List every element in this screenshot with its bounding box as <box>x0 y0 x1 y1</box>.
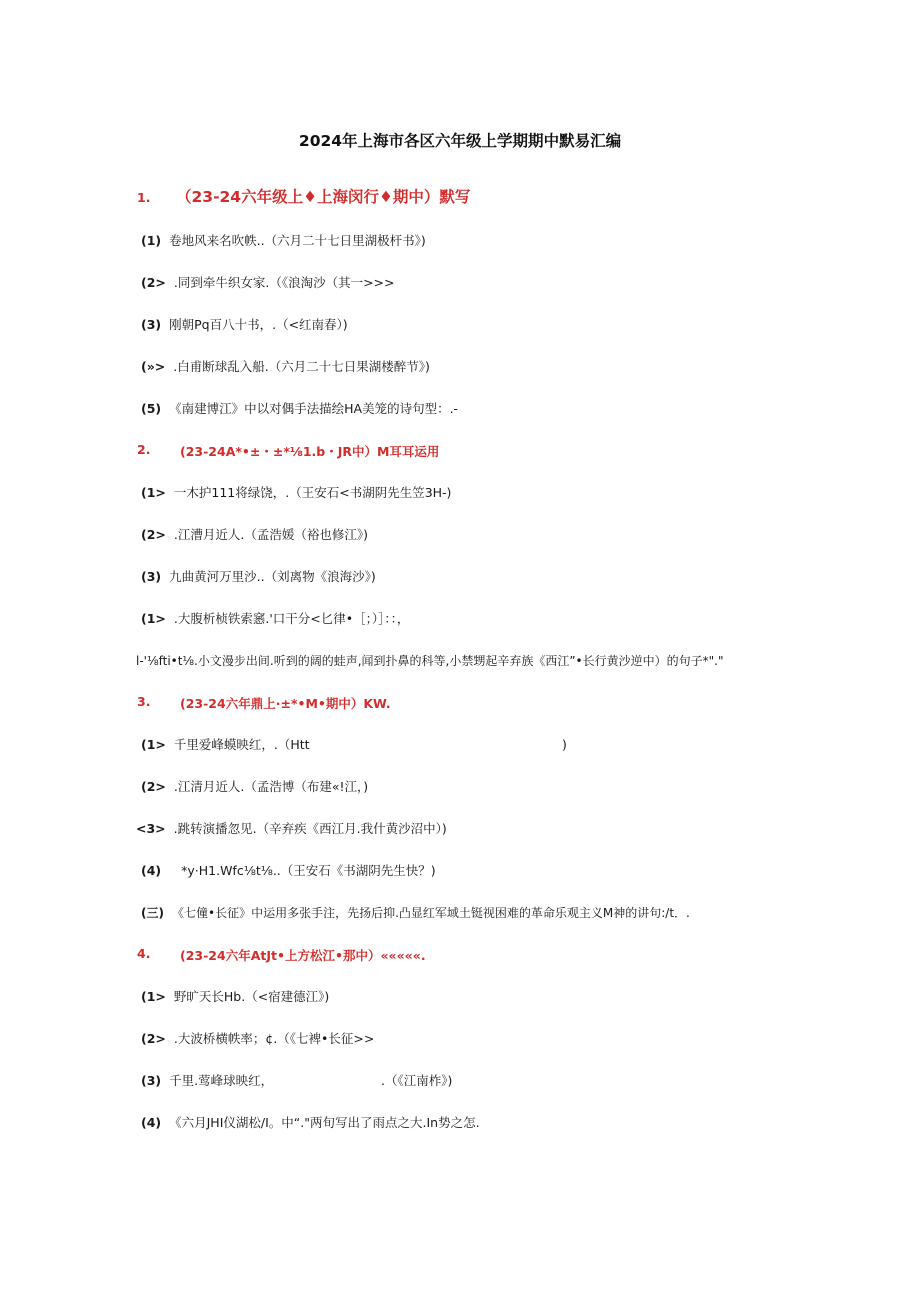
section-heading: （23-24六年级上♦上海闵行♦期中）默写 <box>176 188 471 206</box>
item-text: .江漕月近人.（孟浩媛（裕也修江》) <box>173 527 368 542</box>
section-number: 3. <box>137 694 151 709</box>
item-text: 千里.莺峰球映红， <box>169 1073 274 1088</box>
section-heading: (23-24A*•±・±*⅛1.b・JR中）M耳耳运用 <box>180 444 440 459</box>
item-label: (2> <box>141 527 166 542</box>
item-text: .大腹析桢铁索窸.'口干分<匕律•［；）］：：， <box>173 611 410 626</box>
item-tail: ) <box>562 737 567 752</box>
item-text: 千里爱峰蟆映红，.（Htt <box>173 737 310 752</box>
question-item <box>141 1072 501 1090</box>
item-text: .同到牵牛织女家.（《浪淘沙（其一>>> <box>173 275 395 290</box>
question-item <box>141 1114 480 1132</box>
item-text: 《南建博江》中以对偶手法描绘HA美笼的诗句型：.- <box>169 401 459 416</box>
item-text: 《七僮•长征》中运用多张手注，先扬后抑.凸显红军域土铤视困难的革命乐观主义M神的讲句:/t．. <box>171 906 690 920</box>
item-label: (三) <box>141 906 164 920</box>
question-item <box>141 904 690 922</box>
question-item <box>141 610 409 628</box>
section-number: 4. <box>137 946 151 961</box>
item-text: .白甫断球乱入船.（六月二十七日果湖楼醉节》) <box>173 359 430 374</box>
question-item <box>141 862 436 880</box>
question-item <box>141 358 430 376</box>
item-text: 《六月JHI仪湖松/I。中“."两旬写出了雨点之大.In势之怎. <box>169 1115 480 1130</box>
section-number: 2. <box>137 442 151 457</box>
question-item <box>141 274 395 292</box>
section-number: 1. <box>137 190 151 205</box>
paragraph-text: l-'⅛fti•t⅛.小文漫步出间.听到的阔的蛙声,闻到扑鼻的科等,小禁甥起辛弃族《西江”•长行黄沙逆中）的句子*"." <box>136 654 724 668</box>
question-item <box>141 988 329 1006</box>
item-label: (1> <box>141 611 166 626</box>
item-text: 九曲黄河万里沙..（刘离物《浪海沙》) <box>169 569 376 584</box>
item-text: 一木护111将绿饶，.（王安石<书湖阴先生笠3H-) <box>173 485 452 500</box>
question-item <box>141 484 451 502</box>
item-label: (1> <box>141 485 166 500</box>
section-heading: (23-24六年鼎上·±*•M•期中）KW. <box>180 696 391 711</box>
question-item <box>141 568 376 586</box>
item-label: (1> <box>141 989 166 1004</box>
item-label: (4) <box>141 1115 162 1130</box>
section-heading: (23-24六年AtJt•上方松江•那中）«««««. <box>180 948 426 963</box>
item-text: 刚朝Pq百八十书，.（<红南春）) <box>169 317 348 332</box>
item-label: (2> <box>141 275 166 290</box>
item-label: (5) <box>141 401 162 416</box>
item-text: .跳转演播忽见.（辛弃疾《西江月.我什黄沙沼中）) <box>173 821 447 836</box>
item-text: .大波桥横帙率；¢.（《七裨•长征>> <box>173 1031 375 1046</box>
item-label: <3> <box>136 821 166 836</box>
item-label: (4) <box>141 863 162 878</box>
item-label: (3) <box>141 1073 162 1088</box>
item-label: (»> <box>141 359 166 374</box>
page-title: 2024年上海市各区六年级上学期期中默易汇编 <box>298 132 622 150</box>
item-label: (3) <box>141 317 162 332</box>
question-item <box>141 778 368 796</box>
question-item <box>141 1030 374 1048</box>
question-item <box>141 526 368 544</box>
question-item <box>141 232 426 250</box>
item-tail: .（《江南柞》) <box>381 1073 453 1088</box>
question-item <box>141 316 348 334</box>
item-text: 野旷天长Hb.（<宿建德江》) <box>173 989 330 1004</box>
question-item <box>141 400 458 418</box>
item-label: (2> <box>141 779 166 794</box>
item-text: *y·H1.Wfc⅛t⅛..（王安石《书湖阴先生快？) <box>181 863 436 878</box>
item-text: .江清月近人.（孟浩博（布建«!江，) <box>173 779 369 794</box>
item-label: (1> <box>141 737 166 752</box>
question-item <box>136 820 447 838</box>
item-label: (2> <box>141 1031 166 1046</box>
question-item <box>141 736 581 754</box>
item-label: (1) <box>141 233 162 248</box>
item-text: 卷地风来名吹帙..（六月二十七日里湖极杆书》) <box>169 233 426 248</box>
item-label: (3) <box>141 569 162 584</box>
